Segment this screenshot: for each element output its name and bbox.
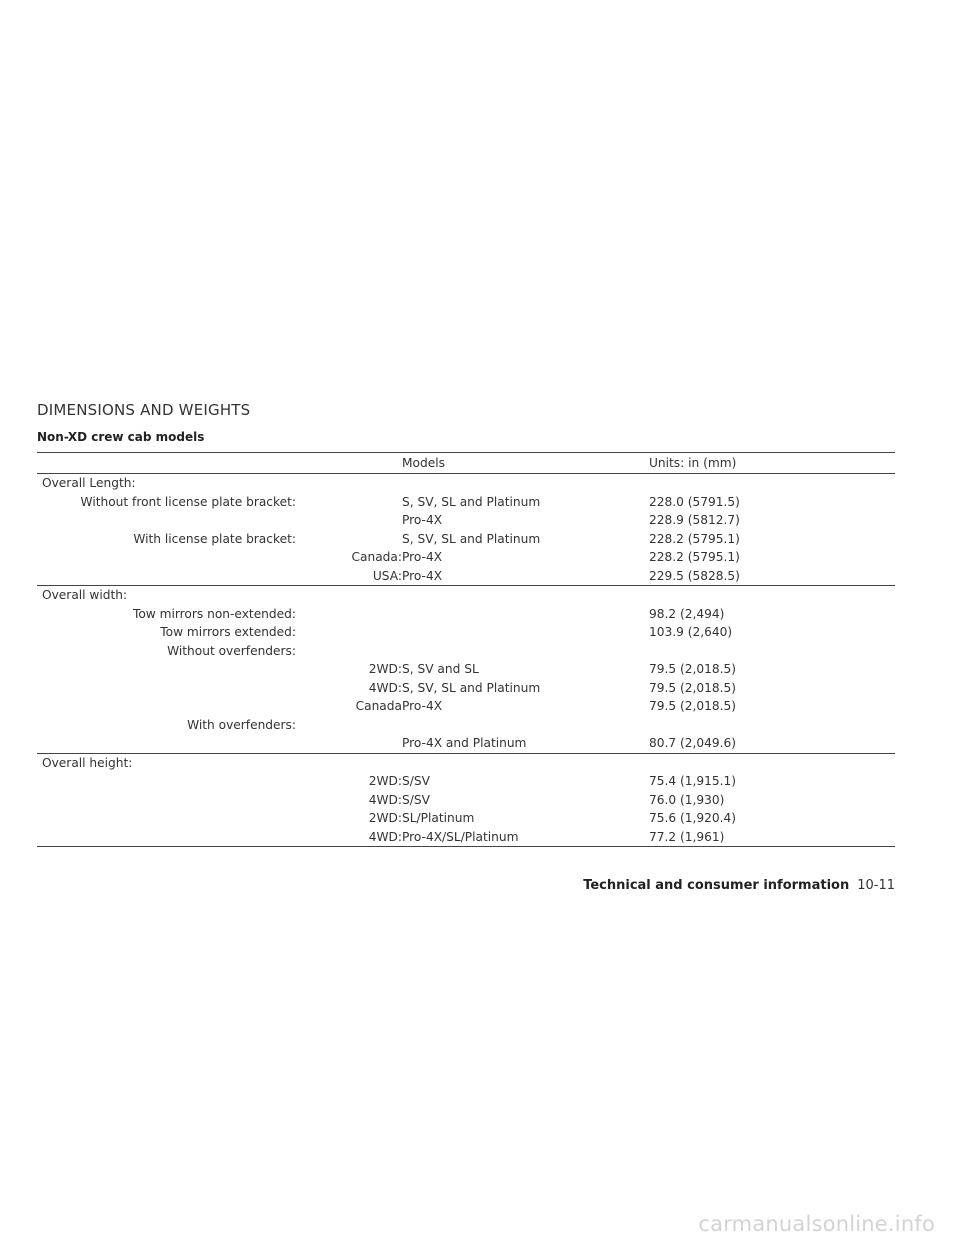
row-label bbox=[37, 697, 299, 716]
row-qualifier: 2WD: bbox=[368, 811, 402, 825]
row-label bbox=[37, 567, 299, 586]
row-label bbox=[37, 660, 299, 679]
row-label bbox=[37, 548, 299, 567]
table-row bbox=[37, 511, 895, 530]
row-qualifier: 2WD: bbox=[368, 662, 402, 676]
row-value bbox=[649, 586, 895, 605]
row-model bbox=[402, 716, 649, 735]
row-label bbox=[37, 809, 299, 828]
row-qualifier bbox=[299, 716, 402, 735]
row-qualifier: Canada bbox=[355, 699, 402, 713]
row-value: 76.0 (1,930) bbox=[649, 792, 725, 807]
row-model: Pro-4X bbox=[402, 550, 443, 564]
dimensions-table bbox=[37, 452, 895, 847]
table-row bbox=[37, 809, 895, 828]
header-models: Models bbox=[402, 456, 445, 470]
row-model bbox=[402, 586, 649, 605]
row-label: Overall height: bbox=[42, 755, 133, 770]
row-value: 75.4 (1,915.1) bbox=[649, 774, 737, 788]
table-group bbox=[37, 753, 895, 847]
table-group bbox=[37, 586, 895, 754]
row-model bbox=[402, 753, 649, 772]
page-number: 10-11 bbox=[857, 878, 895, 893]
row-model: Pro-4X bbox=[402, 568, 443, 583]
row-value: 228.2 (5795.1) bbox=[649, 550, 740, 564]
row-label: With overfenders: bbox=[187, 717, 296, 732]
header-units: Units: in (mm) bbox=[649, 456, 737, 470]
table-row bbox=[37, 548, 895, 567]
table-row bbox=[37, 474, 895, 493]
section-title: DIMENSIONS AND WEIGHTS bbox=[37, 401, 251, 419]
row-label bbox=[37, 791, 299, 810]
row-value: 79.5 (2,018.5) bbox=[649, 662, 737, 676]
row-model: S, SV, SL and Platinum bbox=[402, 494, 541, 509]
table-row bbox=[37, 791, 895, 810]
table-row bbox=[37, 772, 895, 791]
row-label bbox=[37, 679, 299, 698]
row-qualifier: 4WD: bbox=[368, 680, 402, 695]
table-row bbox=[37, 697, 895, 716]
row-model: S, SV, SL and Platinum bbox=[402, 680, 541, 695]
row-value: 80.7 (2,049.6) bbox=[649, 736, 737, 750]
row-label bbox=[37, 828, 299, 847]
row-qualifier bbox=[299, 511, 402, 530]
row-model: S, SV and SL bbox=[402, 662, 479, 676]
row-value: 77.2 (1,961) bbox=[649, 829, 725, 844]
row-model: Pro-4X and Platinum bbox=[402, 736, 527, 750]
table-header-row bbox=[37, 453, 895, 474]
row-qualifier: 4WD: bbox=[368, 792, 402, 807]
row-value: 228.2 (5795.1) bbox=[649, 531, 740, 546]
footer-title: Technical and consumer information bbox=[583, 878, 850, 893]
watermark: carmanualsonline.info bbox=[698, 1212, 935, 1236]
row-model bbox=[402, 474, 649, 493]
row-qualifier bbox=[299, 474, 402, 493]
row-label: Without front license plate bracket: bbox=[80, 494, 296, 509]
row-value: 79.5 (2,018.5) bbox=[649, 699, 737, 713]
row-model bbox=[402, 623, 649, 642]
row-qualifier bbox=[299, 623, 402, 642]
row-model: SL/Platinum bbox=[402, 811, 475, 825]
row-model: S/SV bbox=[402, 792, 430, 807]
row-value bbox=[649, 716, 895, 735]
table-row bbox=[37, 493, 895, 512]
row-qualifier: 2WD: bbox=[368, 774, 402, 788]
row-value: 228.0 (5791.5) bbox=[649, 494, 740, 509]
row-label: Tow mirrors non-extended: bbox=[132, 606, 296, 621]
table-row bbox=[37, 679, 895, 698]
row-value bbox=[649, 753, 895, 772]
table-row bbox=[37, 734, 895, 753]
table-group bbox=[37, 474, 895, 586]
row-model: Pro-4X/SL/Platinum bbox=[402, 829, 519, 844]
row-model: Pro-4X bbox=[402, 513, 443, 527]
row-value: 98.2 (2,494) bbox=[649, 606, 725, 621]
row-qualifier: Canada: bbox=[351, 550, 402, 564]
table-row bbox=[37, 567, 895, 586]
table-row bbox=[37, 828, 895, 847]
row-value: 75.6 (1,920.4) bbox=[649, 811, 737, 825]
header-qualifier-cell bbox=[299, 453, 402, 474]
row-model: S, SV, SL and Platinum bbox=[402, 531, 541, 546]
table-row bbox=[37, 530, 895, 549]
row-qualifier: USA: bbox=[372, 568, 402, 583]
row-label: Overall Length: bbox=[42, 476, 136, 490]
row-qualifier bbox=[299, 586, 402, 605]
row-label bbox=[37, 511, 299, 530]
page-footer bbox=[583, 878, 895, 893]
table-header bbox=[37, 453, 895, 474]
row-model: S/SV bbox=[402, 774, 430, 788]
row-value: 79.5 (2,018.5) bbox=[649, 680, 737, 695]
table-subtitle: Non-XD crew cab models bbox=[37, 430, 205, 444]
row-value bbox=[649, 642, 895, 661]
row-model bbox=[402, 642, 649, 661]
row-qualifier bbox=[299, 753, 402, 772]
row-label: With license plate bracket: bbox=[133, 531, 296, 546]
row-qualifier bbox=[299, 605, 402, 624]
table-row bbox=[37, 586, 895, 605]
row-label bbox=[37, 772, 299, 791]
row-label: Without overfenders: bbox=[167, 643, 296, 658]
row-label bbox=[37, 734, 299, 753]
table-row bbox=[37, 660, 895, 679]
table-row bbox=[37, 716, 895, 735]
row-qualifier bbox=[299, 493, 402, 512]
row-qualifier bbox=[299, 530, 402, 549]
row-qualifier bbox=[299, 642, 402, 661]
table-row bbox=[37, 753, 895, 772]
table-row bbox=[37, 605, 895, 624]
table-row bbox=[37, 623, 895, 642]
row-qualifier: 4WD: bbox=[368, 829, 402, 844]
row-value: 103.9 (2,640) bbox=[649, 625, 733, 639]
row-value: 228.9 (5812.7) bbox=[649, 513, 740, 527]
row-model: Pro-4X bbox=[402, 699, 443, 713]
table-row bbox=[37, 642, 895, 661]
row-model bbox=[402, 605, 649, 624]
row-qualifier bbox=[299, 734, 402, 753]
row-label: Overall width: bbox=[42, 588, 128, 602]
row-label: Tow mirrors extended: bbox=[160, 625, 296, 639]
header-label-cell bbox=[37, 453, 299, 474]
row-value bbox=[649, 474, 895, 493]
row-value: 229.5 (5828.5) bbox=[649, 568, 740, 583]
